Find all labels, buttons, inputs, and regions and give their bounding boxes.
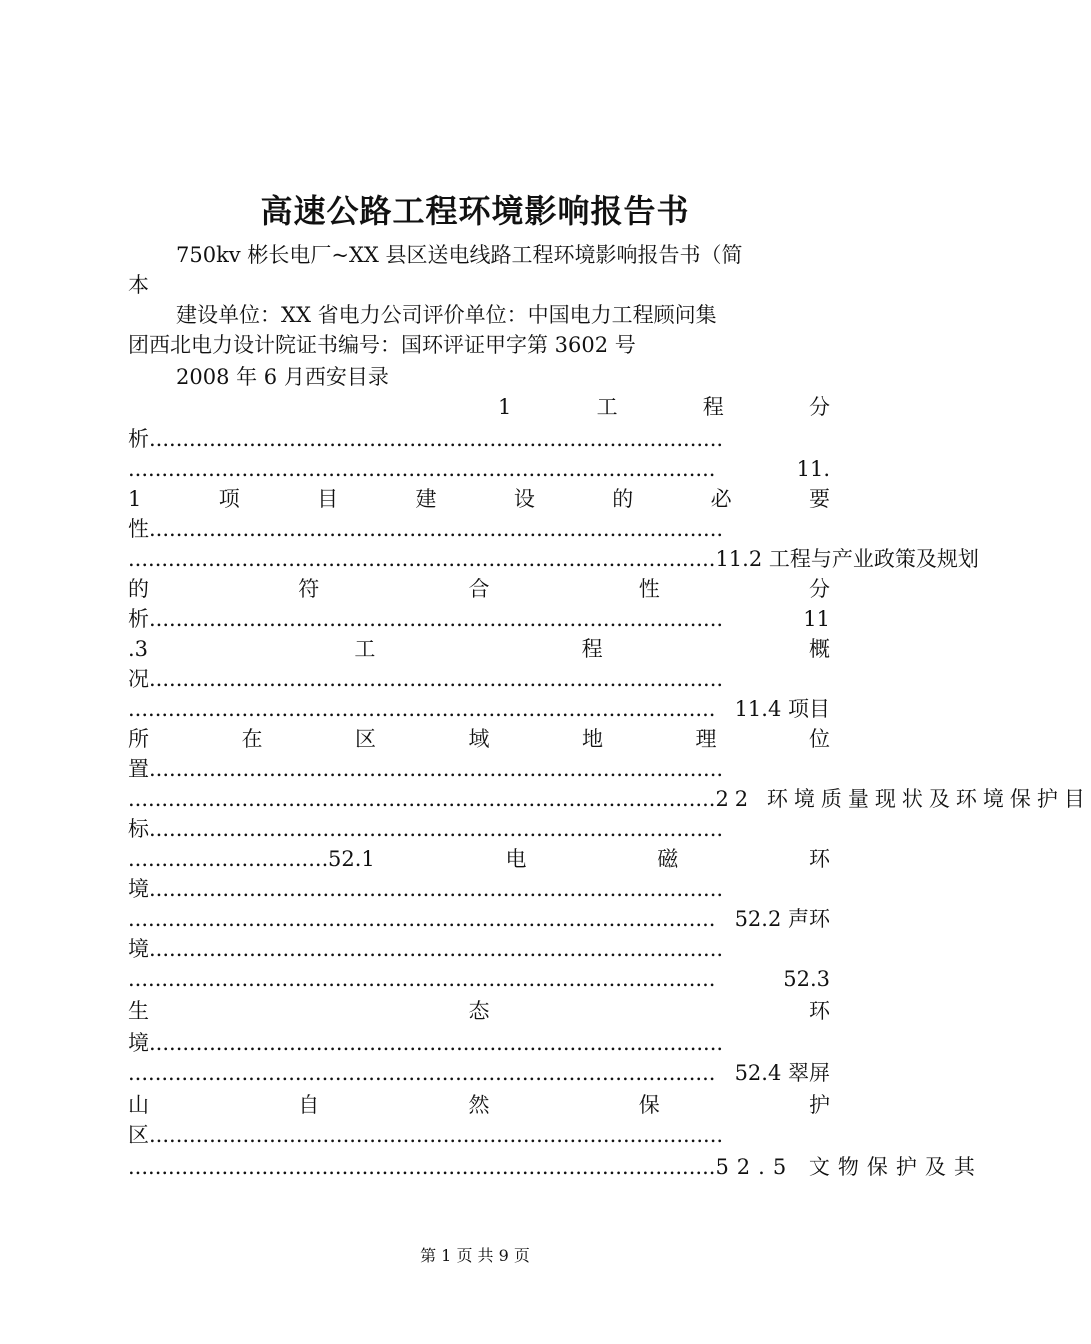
builder-line-1: 建设单位：XX 省电力公司评价单位：中国电力工程顾问集 (176, 303, 717, 327)
dot-leader: ...................................................................................... (149, 1031, 724, 1055)
dot-leader: ........................................................................................ (128, 697, 716, 721)
date-toc-line: 2008 年 6 月西安目录 (176, 365, 389, 389)
builder-line-2: 团西北电力设计院证书编号：国环评证甲字第 3602 号 (128, 333, 636, 357)
toc-row: 生 态 环 (128, 999, 830, 1023)
dot-leader: ........................................................................................ (128, 1155, 716, 1179)
intro-line-2: 本 (128, 273, 149, 297)
toc-row: 1 工 程 分 (498, 395, 830, 419)
dot-leader: ...................................................................................... (149, 607, 724, 631)
dot-leader: .............................. (128, 847, 329, 871)
dot-leader: ...................................................................................... (149, 1123, 724, 1147)
dot-leader: ...................................................................................... (149, 667, 724, 691)
dot-leader: ........................................................................................ (128, 967, 716, 991)
intro-line-1: 750kv 彬长电厂~XX 县区送电线路工程环境影响报告书（简 (176, 243, 743, 267)
dot-leader: ........................................................................................ (128, 547, 716, 571)
toc-row: ........................................................................................ 52.5 文物保护及其 (128, 1152, 830, 1182)
toc-row: 标 ...................................................................................... (128, 814, 830, 844)
dot-leader: ...................................................................................... (149, 817, 724, 841)
toc-row: 区 ...................................................................................... (128, 1120, 830, 1150)
toc-row: 境 ...................................................................................... (128, 874, 830, 904)
toc-row: 析 ...................................................................................... 11 (128, 604, 830, 634)
toc-row: .............................. 52.1 电 磁 环 (128, 844, 830, 874)
toc-row: 析 ...................................................................................... (128, 424, 830, 454)
toc-row: ........................................................................................ 11.4 项目 (128, 694, 830, 724)
dot-leader: ...................................................................................... (149, 517, 724, 541)
toc-row: 的 符 合 性 分 (128, 577, 830, 601)
dot-leader: ........................................................................................ (128, 787, 716, 811)
toc-row: ........................................................................................ 52.4 翠屏 (128, 1058, 830, 1088)
toc-row: 所 在 区 域 地 理 位 (128, 727, 830, 751)
dot-leader: ...................................................................................... (149, 757, 724, 781)
dot-leader: ...................................................................................... (149, 427, 724, 451)
dot-leader: ........................................................................................ (128, 457, 716, 481)
toc-row: 置 ...................................................................................... (128, 754, 830, 784)
toc-row: 山 自 然 保 护 (128, 1093, 830, 1117)
toc-row: .3 工 程 概 (128, 637, 830, 661)
toc-row: 境 ...................................................................................... (128, 1028, 830, 1058)
dot-leader: ...................................................................................... (149, 877, 724, 901)
toc-row: 性 ...................................................................................... (128, 514, 830, 544)
toc-row: ........................................................................................ 52.2 声环 (128, 904, 830, 934)
toc-row: 1 项 目 建 设 的 必 要 (128, 487, 830, 511)
dot-leader: ...................................................................................... (149, 937, 724, 961)
toc-row: ........................................................................................ 22 环境质量现状及环境保护目 (128, 784, 830, 814)
toc-row: ........................................................................................ 11.2 工程与产业政策及规划 (128, 544, 830, 574)
toc-row: ........................................................................................ 11. (128, 454, 830, 484)
toc-row: 境 ...................................................................................... (128, 934, 830, 964)
dot-leader: ........................................................................................ (128, 1061, 716, 1085)
toc-row: 况 ...................................................................................... (128, 664, 830, 694)
page-footer: 第 1 页 共 9 页 (420, 1246, 530, 1265)
toc-row: ........................................................................................ 52.3 (128, 964, 830, 994)
dot-leader: ........................................................................................ (128, 907, 716, 931)
page-title: 高速公路工程环境影响报告书 (260, 192, 690, 230)
